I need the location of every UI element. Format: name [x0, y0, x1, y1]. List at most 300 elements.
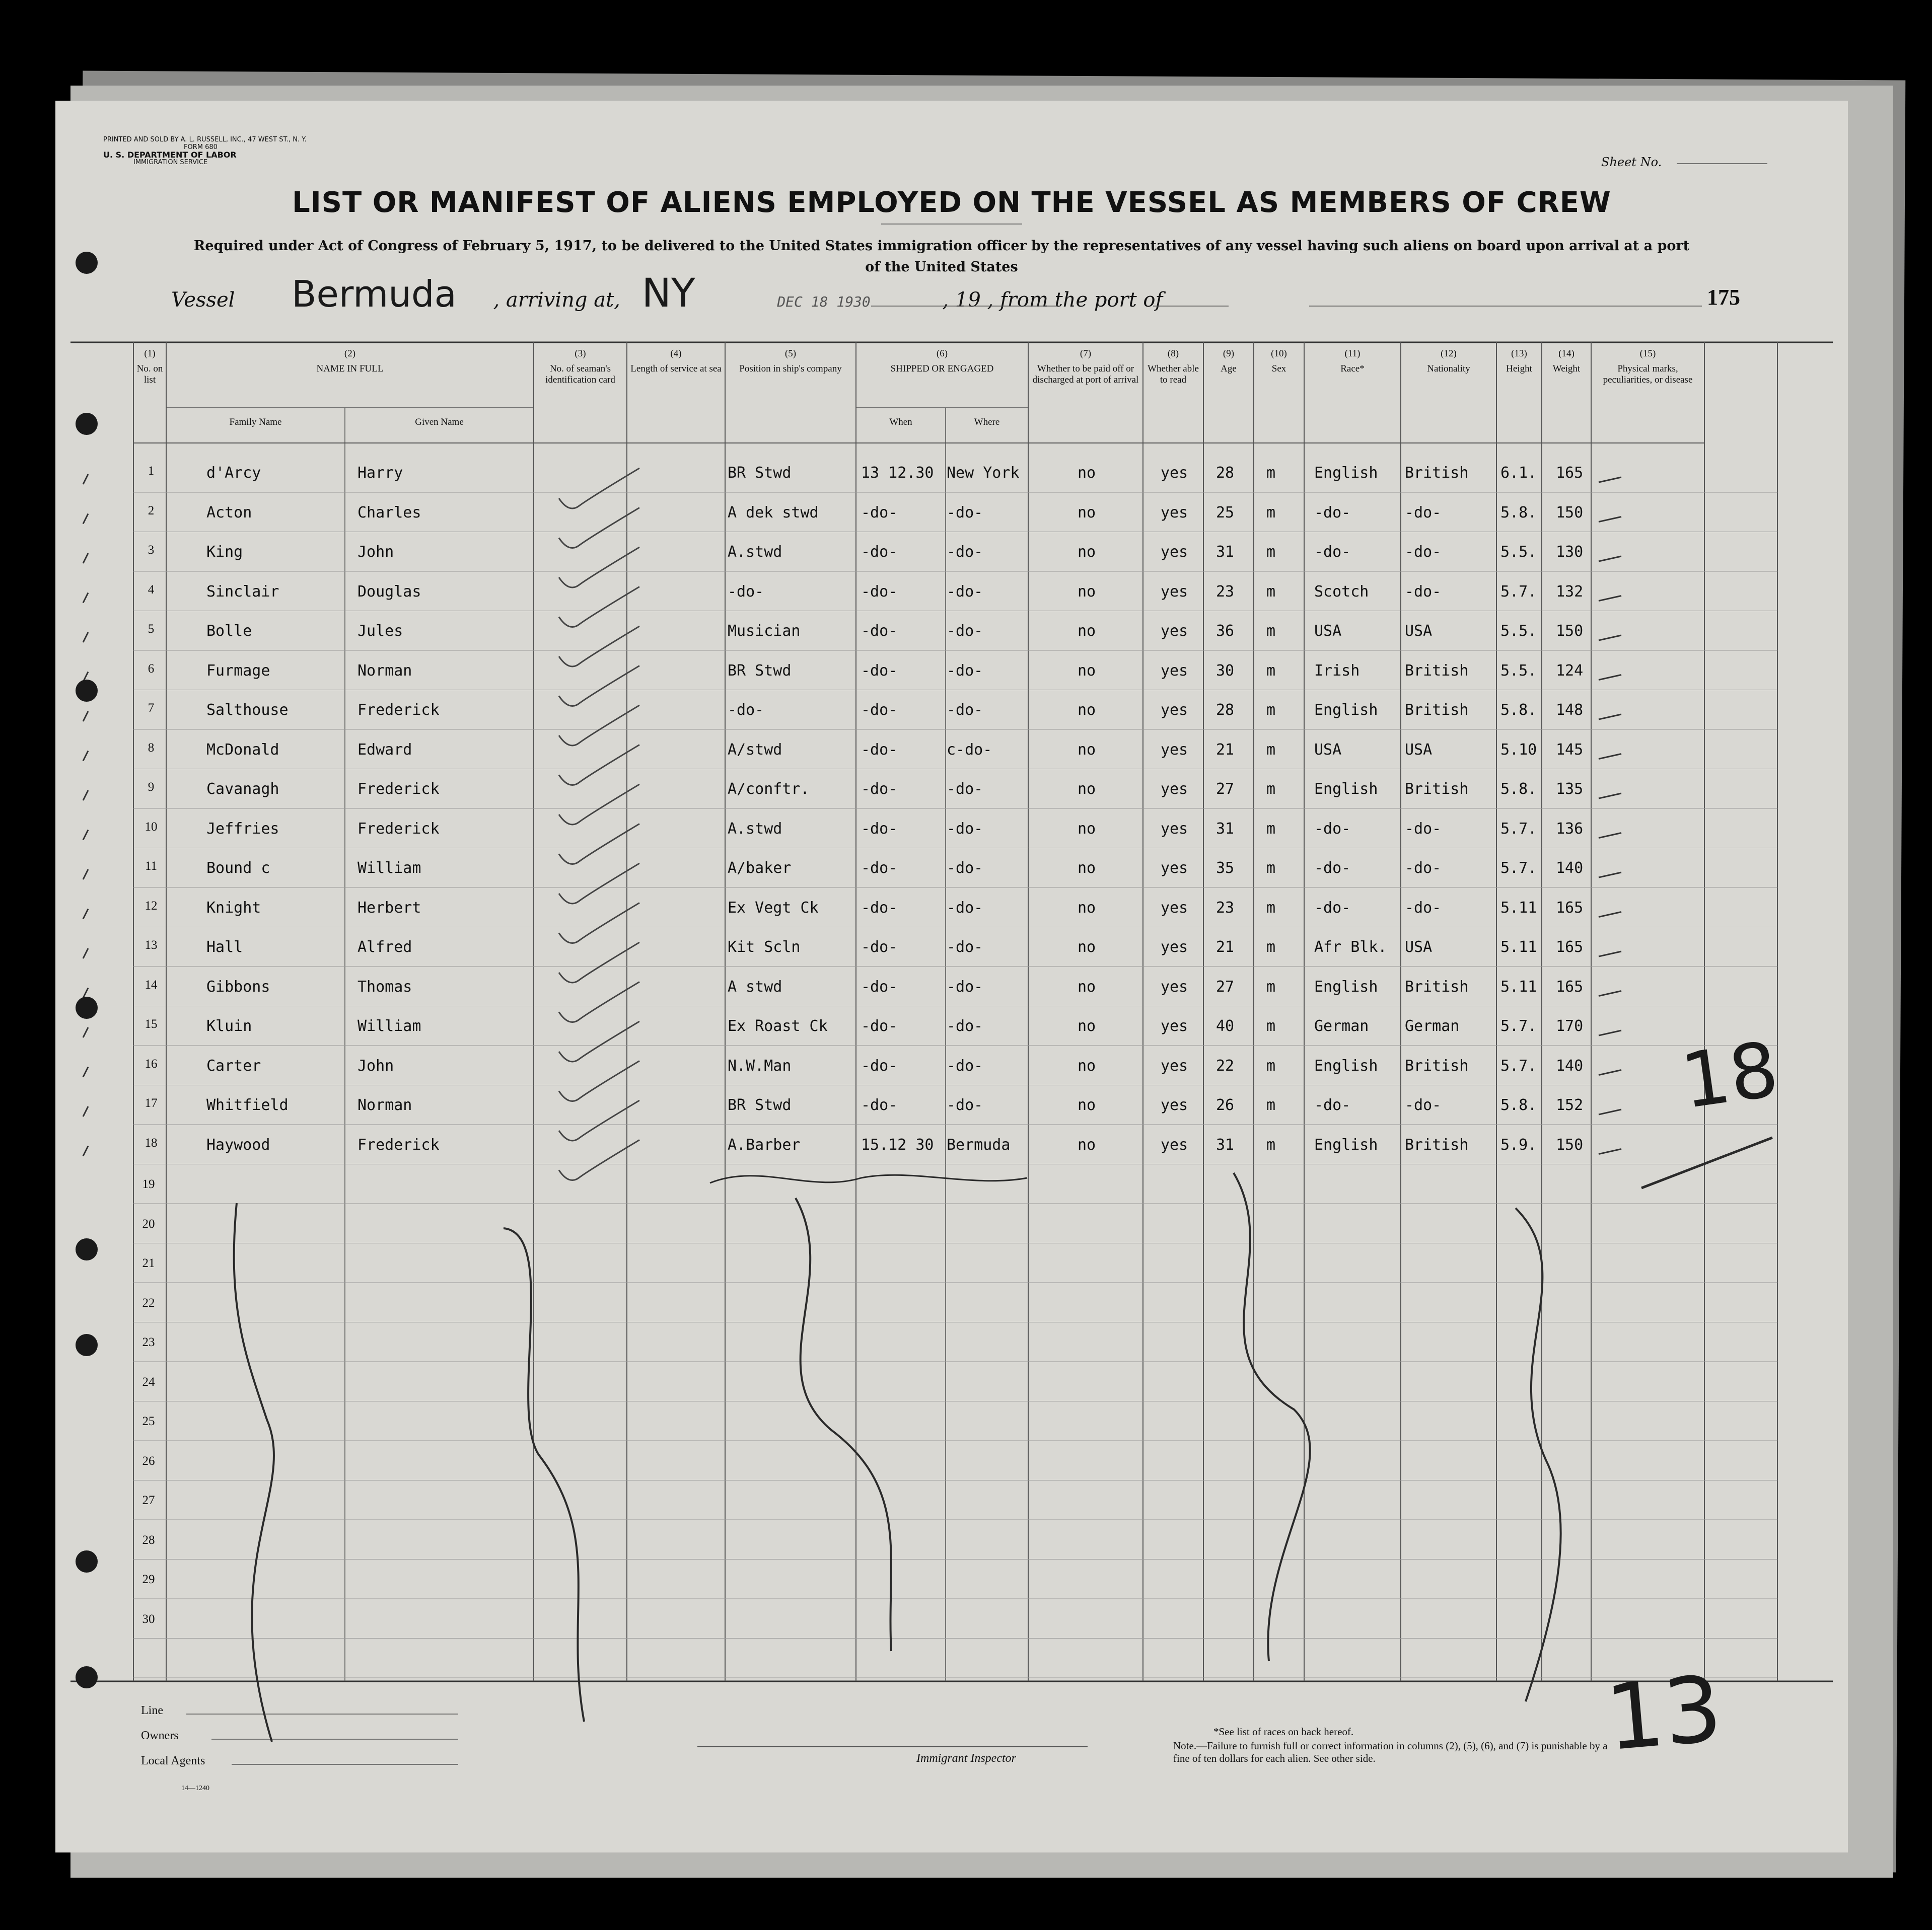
column-header-c4: Length of service at sea	[630, 363, 722, 374]
cell-weight: 150	[1556, 622, 1584, 640]
cell-sex: m	[1266, 1017, 1276, 1035]
column-number-c11: (11)	[1344, 348, 1361, 359]
cell-shipped-where: -do-	[947, 899, 983, 917]
cell-row-number: 15	[145, 1017, 158, 1031]
binder-hole	[76, 1334, 98, 1356]
cell-weight: 152	[1556, 1096, 1584, 1114]
cell-given-name: Frederick	[357, 820, 440, 838]
cell-height: 5.7.	[1500, 1017, 1537, 1035]
cell-able-to-read: yes	[1161, 661, 1188, 680]
cell-family-name: Carter	[206, 1057, 261, 1075]
cell-shipped-where: -do-	[947, 938, 983, 956]
cell-position: BR Stwd	[728, 464, 792, 482]
column-number-c15: (15)	[1639, 348, 1656, 359]
cell-given-name: John	[357, 1057, 394, 1075]
cell-family-name: Cavanagh	[206, 780, 279, 798]
cell-paid-off: no	[1078, 503, 1096, 522]
family-name-header: Family Name	[229, 417, 282, 427]
cancel-wave-2	[504, 1228, 584, 1722]
cell-given-name: Alfred	[357, 938, 412, 956]
binder-hole	[76, 1550, 98, 1573]
cell-sex: m	[1266, 661, 1276, 680]
handwritten-bottom-number: 13	[1602, 1656, 1726, 1771]
date-stamp: DEC 18 1930	[777, 293, 871, 310]
cell-nationality: -do-	[1405, 582, 1442, 601]
cell-family-name: Bolle	[206, 622, 252, 640]
cell-height: 5.8.	[1500, 780, 1537, 798]
cell-age: 21	[1216, 740, 1235, 759]
cell-shipped-where: -do-	[947, 622, 983, 640]
shipped-when-header: When	[889, 417, 912, 427]
cell-sex: m	[1266, 503, 1276, 522]
cell-position: A/conftr.	[728, 780, 810, 798]
cell-family-name: Kluin	[206, 1017, 252, 1035]
cell-nationality: British	[1405, 978, 1469, 996]
cell-sex: m	[1266, 622, 1276, 640]
cell-able-to-read: yes	[1161, 1136, 1188, 1154]
cell-race: English	[1314, 1057, 1378, 1075]
cell-nationality: -do-	[1405, 543, 1442, 561]
cell-paid-off: no	[1078, 622, 1096, 640]
cell-row-number: 11	[145, 859, 158, 873]
cell-given-name: Norman	[357, 1096, 412, 1114]
cell-row-number: 13	[145, 938, 158, 952]
cell-given-name: Edward	[357, 740, 412, 759]
cell-able-to-read: yes	[1161, 701, 1188, 719]
cell-shipped-when: -do-	[861, 938, 898, 956]
cell-race: -do-	[1314, 820, 1351, 838]
cell-nationality: -do-	[1405, 899, 1442, 917]
cell-nationality: -do-	[1405, 859, 1442, 877]
cell-sex: m	[1266, 464, 1276, 482]
table-row	[55, 859, 1848, 899]
cell-able-to-read: yes	[1161, 464, 1188, 482]
cell-sex: m	[1266, 899, 1276, 917]
cell-position: A dek stwd	[728, 503, 819, 522]
cell-sex: m	[1266, 820, 1276, 838]
cell-height: 5.8.	[1500, 503, 1537, 522]
cell-race: English	[1314, 1136, 1378, 1154]
cell-able-to-read: yes	[1161, 820, 1188, 838]
cell-able-to-read: yes	[1161, 859, 1188, 877]
table-row	[55, 938, 1848, 978]
cell-able-to-read: yes	[1161, 740, 1188, 759]
cell-shipped-when: -do-	[861, 978, 898, 996]
cell-able-to-read: yes	[1161, 899, 1188, 917]
cell-sex: m	[1266, 859, 1276, 877]
cell-height: 5.5.	[1500, 661, 1537, 680]
cell-age: 22	[1216, 1057, 1235, 1075]
cell-paid-off: no	[1078, 859, 1096, 877]
cell-shipped-where: -do-	[947, 582, 983, 601]
cell-position: A/stwd	[728, 740, 782, 759]
cell-weight: 145	[1556, 740, 1584, 759]
cell-weight: 150	[1556, 1136, 1584, 1154]
cell-paid-off: no	[1078, 1096, 1096, 1114]
cell-nationality: British	[1405, 1136, 1469, 1154]
cell-given-name: Jules	[357, 622, 403, 640]
cell-position: A.stwd	[728, 820, 782, 838]
column-number-c13: (13)	[1511, 348, 1527, 359]
cell-given-name: Thomas	[357, 978, 412, 996]
cell-row-number: 12	[145, 899, 158, 913]
cell-height: 5.10	[1500, 740, 1537, 759]
cell-sex: m	[1266, 543, 1276, 561]
binder-hole	[76, 252, 98, 274]
cell-given-name: Douglas	[357, 582, 421, 601]
binder-hole	[76, 680, 98, 702]
cell-weight: 140	[1556, 859, 1584, 877]
empty-row-number: 22	[142, 1296, 155, 1310]
cell-nationality: USA	[1405, 622, 1433, 640]
cell-shipped-where: -do-	[947, 661, 983, 680]
cell-shipped-where: -do-	[947, 780, 983, 798]
cell-shipped-where: c-do-	[947, 740, 992, 759]
cell-race: English	[1314, 780, 1378, 798]
cell-family-name: Haywood	[206, 1136, 270, 1154]
cell-height: 5.9.	[1500, 1136, 1537, 1154]
cell-nationality: British	[1405, 661, 1469, 680]
column-header-c14: Weight	[1552, 363, 1581, 374]
cell-weight: 135	[1556, 780, 1584, 798]
cell-paid-off: no	[1078, 1057, 1096, 1075]
cell-sex: m	[1266, 1057, 1276, 1075]
cell-weight: 140	[1556, 1057, 1584, 1075]
service-name: IMMIGRATION SERVICE	[133, 159, 208, 166]
cell-shipped-where: -do-	[947, 503, 983, 522]
cell-shipped-when: -do-	[861, 859, 898, 877]
form-number: FORM 680	[184, 143, 218, 151]
cell-race: -do-	[1314, 1096, 1351, 1114]
table-row	[55, 1057, 1848, 1096]
cell-sex: m	[1266, 978, 1276, 996]
cell-age: 27	[1216, 978, 1235, 996]
cell-race: Afr Blk.	[1314, 938, 1387, 956]
cell-shipped-when: -do-	[861, 820, 898, 838]
table-row	[55, 504, 1848, 543]
cell-family-name: Furmage	[206, 661, 270, 680]
table-row	[55, 1017, 1848, 1057]
cell-given-name: Harry	[357, 464, 403, 482]
column-number-c1: (1)	[144, 348, 156, 359]
cell-height: 5.5.	[1500, 622, 1537, 640]
column-number-c6: (6)	[936, 348, 948, 359]
empty-row-number: 28	[142, 1533, 155, 1547]
cell-height: 5.8.	[1500, 1096, 1537, 1114]
cell-nationality: -do-	[1405, 820, 1442, 838]
cell-family-name: Knight	[206, 899, 261, 917]
cell-shipped-where: -do-	[947, 1017, 983, 1035]
cell-able-to-read: yes	[1161, 1096, 1188, 1114]
cell-position: A/baker	[728, 859, 792, 877]
cell-paid-off: no	[1078, 464, 1096, 482]
cancel-wave-4	[1234, 1173, 1310, 1661]
cell-sex: m	[1266, 1136, 1276, 1154]
cell-height: 5.7.	[1500, 820, 1537, 838]
cell-shipped-where: Bermuda	[947, 1136, 1011, 1154]
cell-shipped-where: -do-	[947, 1096, 983, 1114]
table-row	[55, 583, 1848, 622]
cell-age: 26	[1216, 1096, 1235, 1114]
column-number-c2: (2)	[344, 348, 356, 359]
cell-given-name: Frederick	[357, 780, 440, 798]
cell-age: 31	[1216, 1136, 1235, 1154]
cell-paid-off: no	[1078, 978, 1096, 996]
cell-paid-off: no	[1078, 820, 1096, 838]
page-subtitle: Required under Act of Congress of February 5, 1917, to be delivered to the United States immigration officer by the representatives of any vessel having such aliens on board upon arrival at a port of the United States	[193, 238, 1690, 275]
cell-race: English	[1314, 978, 1378, 996]
cell-paid-off: no	[1078, 938, 1096, 956]
cell-age: 27	[1216, 780, 1235, 798]
empty-row-number: 23	[142, 1335, 155, 1349]
page-number: 175	[1707, 285, 1740, 310]
cell-family-name: Jeffries	[206, 820, 279, 838]
binder-hole	[76, 1666, 98, 1688]
empty-row-number: 30	[142, 1612, 155, 1626]
cell-row-number: 6	[148, 661, 155, 676]
cell-given-name: John	[357, 543, 394, 561]
empty-row-number: 24	[142, 1375, 155, 1389]
cell-given-name: William	[357, 1017, 421, 1035]
cancel-wave-3	[796, 1198, 891, 1651]
column-header-c11: Race*	[1340, 363, 1365, 374]
vessel-name: Bermuda	[292, 273, 457, 315]
cell-shipped-when: -do-	[861, 701, 898, 719]
cell-row-number: 1	[148, 464, 155, 478]
cell-race: German	[1314, 1017, 1369, 1035]
column-number-c9: (9)	[1223, 348, 1235, 359]
cell-age: 28	[1216, 701, 1235, 719]
year-label: , 19	[942, 288, 981, 312]
cell-paid-off: no	[1078, 780, 1096, 798]
cell-age: 28	[1216, 464, 1235, 482]
cell-able-to-read: yes	[1161, 503, 1188, 522]
empty-row-number: 20	[142, 1217, 155, 1231]
cell-shipped-where: -do-	[947, 978, 983, 996]
cell-shipped-where: -do-	[947, 859, 983, 877]
empty-row-number: 27	[142, 1494, 155, 1507]
cell-age: 23	[1216, 899, 1235, 917]
cell-nationality: -do-	[1405, 1096, 1442, 1114]
column-header-c6: SHIPPED OR ENGAGED	[890, 363, 994, 374]
cell-age: 31	[1216, 820, 1235, 838]
arriving-label: , arriving at,	[493, 288, 620, 312]
cell-nationality: British	[1405, 780, 1469, 798]
cell-family-name: Whitfield	[206, 1096, 289, 1114]
cell-row-number: 14	[145, 978, 158, 992]
cell-age: 40	[1216, 1017, 1235, 1035]
cell-row-number: 7	[148, 701, 155, 715]
cell-shipped-when: -do-	[861, 661, 898, 680]
column-header-c9: Age	[1221, 363, 1237, 374]
cell-nationality: British	[1405, 1057, 1469, 1075]
cell-row-number: 10	[145, 820, 158, 834]
cell-shipped-when: -do-	[861, 1096, 898, 1114]
cell-sex: m	[1266, 740, 1276, 759]
table-row	[55, 464, 1848, 503]
cell-row-number: 16	[145, 1057, 158, 1071]
cell-weight: 165	[1556, 899, 1584, 917]
owners-label: Owners	[141, 1729, 179, 1742]
column-number-c14: (14)	[1558, 348, 1575, 359]
cell-age: 23	[1216, 582, 1235, 601]
cell-given-name: William	[357, 859, 421, 877]
cell-shipped-where: -do-	[947, 543, 983, 561]
cell-weight: 124	[1556, 661, 1584, 680]
cell-race: USA	[1314, 622, 1342, 640]
column-header-c15: Physical marks, peculiarities, or disease	[1603, 363, 1693, 385]
cell-position: N.W.Man	[728, 1057, 792, 1075]
cell-nationality: British	[1405, 701, 1469, 719]
cell-paid-off: no	[1078, 543, 1096, 561]
cell-shipped-where: -do-	[947, 1057, 983, 1075]
table-row	[55, 820, 1848, 859]
cell-paid-off: no	[1078, 701, 1096, 719]
cell-nationality: USA	[1405, 740, 1433, 759]
cell-sex: m	[1266, 780, 1276, 798]
cell-position: Kit Scln	[728, 938, 801, 956]
cell-age: 21	[1216, 938, 1235, 956]
cell-paid-off: no	[1078, 582, 1096, 601]
manifest-sheet	[55, 101, 1848, 1852]
table-row	[55, 662, 1848, 701]
cell-race: Scotch	[1314, 582, 1369, 601]
cell-height: 5.11	[1500, 899, 1537, 917]
cell-shipped-where: -do-	[947, 701, 983, 719]
cell-weight: 132	[1556, 582, 1584, 601]
cell-shipped-where: New York	[947, 464, 1020, 482]
cell-height: 5.11	[1500, 938, 1537, 956]
empty-row-number: 29	[142, 1573, 155, 1586]
empty-row-number: 21	[142, 1256, 155, 1270]
handwritten-total: 18	[1676, 1025, 1784, 1126]
cell-row-number: 8	[148, 740, 155, 755]
penalty-note: Note.—Failure to furnish full or correct information in columns (2), (5), (6), and (7) is punishable by a fine of ten dollars for each alien. See other side.	[1173, 1740, 1608, 1764]
cell-age: 25	[1216, 503, 1235, 522]
cell-row-number: 18	[145, 1136, 158, 1150]
binder-hole	[76, 1238, 98, 1260]
cell-age: 36	[1216, 622, 1235, 640]
cell-race: English	[1314, 701, 1378, 719]
cell-able-to-read: yes	[1161, 780, 1188, 798]
cell-weight: 170	[1556, 1017, 1584, 1035]
cell-able-to-read: yes	[1161, 978, 1188, 996]
cell-shipped-when: -do-	[861, 1057, 898, 1075]
cell-able-to-read: yes	[1161, 582, 1188, 601]
cell-weight: 165	[1556, 978, 1584, 996]
cancel-wave-1	[234, 1203, 274, 1742]
table-row	[55, 701, 1848, 740]
column-header-c3: No. of seaman's identification card	[545, 363, 615, 385]
cell-nationality: German	[1405, 1017, 1460, 1035]
cell-family-name: Gibbons	[206, 978, 270, 996]
cell-weight: 150	[1556, 503, 1584, 522]
table-row	[55, 780, 1848, 820]
column-header-c10: Sex	[1271, 363, 1286, 374]
cell-position: A.stwd	[728, 543, 782, 561]
table-row	[55, 1096, 1848, 1136]
cell-age: 35	[1216, 859, 1235, 877]
cell-row-number: 2	[148, 503, 155, 517]
cell-shipped-when: -do-	[861, 740, 898, 759]
cell-height: 5.7.	[1500, 1057, 1537, 1075]
cell-able-to-read: yes	[1161, 543, 1188, 561]
cell-height: 6.1.	[1500, 464, 1537, 482]
column-header-c1: No. on list	[136, 363, 163, 385]
cell-given-name: Frederick	[357, 701, 440, 719]
cell-paid-off: no	[1078, 661, 1096, 680]
page-title: LIST OR MANIFEST OF ALIENS EMPLOYED ON THE VESSEL AS MEMBERS OF CREW	[292, 186, 1611, 219]
form-code: 14—1240	[181, 1785, 209, 1792]
cell-given-name: Frederick	[357, 1136, 440, 1154]
table-row	[55, 899, 1848, 938]
cell-sex: m	[1266, 582, 1276, 601]
cell-paid-off: no	[1078, 1017, 1096, 1035]
sheet-number-label: Sheet No.	[1601, 155, 1662, 169]
cell-race: -do-	[1314, 899, 1351, 917]
cell-height: 5.5.	[1500, 543, 1537, 561]
vessel-label: Vessel	[171, 288, 235, 312]
cell-shipped-when: -do-	[861, 582, 898, 601]
column-number-c4: (4)	[670, 348, 682, 359]
cell-race: -do-	[1314, 543, 1351, 561]
table-row	[55, 543, 1848, 582]
cell-family-name: Hall	[206, 938, 243, 956]
from-port-label: , from the port of	[987, 288, 1163, 312]
cell-age: 31	[1216, 543, 1235, 561]
cell-family-name: King	[206, 543, 243, 561]
empty-row-number: 19	[142, 1177, 155, 1191]
cell-shipped-when: -do-	[861, 622, 898, 640]
cell-given-name: Charles	[357, 503, 421, 522]
cell-shipped-when: -do-	[861, 899, 898, 917]
cell-position: Ex Vegt Ck	[728, 899, 819, 917]
races-note: *See list of races on back hereof.	[1213, 1726, 1354, 1738]
binder-hole	[76, 997, 98, 1019]
cell-shipped-when: -do-	[861, 543, 898, 561]
cell-nationality: USA	[1405, 938, 1433, 956]
table-row	[55, 741, 1848, 780]
cell-position: A.Barber	[728, 1136, 801, 1154]
cell-family-name: Bound c	[206, 859, 270, 877]
line-label: Line	[141, 1704, 163, 1717]
cell-height: 5.7.	[1500, 859, 1537, 877]
cell-position: Ex Roast Ck	[728, 1017, 828, 1035]
cell-position: -do-	[728, 701, 764, 719]
cell-position: A stwd	[728, 978, 782, 996]
cell-shipped-where: -do-	[947, 820, 983, 838]
cell-nationality: British	[1405, 464, 1469, 482]
cell-position: BR Stwd	[728, 1096, 792, 1114]
inspector-label: Immigrant Inspector	[916, 1752, 1016, 1765]
column-number-c8: (8)	[1167, 348, 1179, 359]
cell-weight: 136	[1556, 820, 1584, 838]
cell-family-name: Sinclair	[206, 582, 279, 601]
column-number-c10: (10)	[1271, 348, 1287, 359]
column-header-c5: Position in ship's company	[739, 363, 842, 374]
department-name: U. S. DEPARTMENT OF LABOR	[103, 150, 237, 160]
cell-race: -do-	[1314, 859, 1351, 877]
cell-race: Irish	[1314, 661, 1360, 680]
column-header-c13: Height	[1506, 363, 1532, 374]
cell-sex: m	[1266, 701, 1276, 719]
cell-shipped-when: 13 12.30	[861, 464, 934, 482]
agents-label: Local Agents	[141, 1754, 205, 1767]
cell-position: BR Stwd	[728, 661, 792, 680]
printer-line: PRINTED AND SOLD BY A. L. RUSSELL, INC., 47 WEST ST., N. Y.	[103, 136, 307, 143]
cell-paid-off: no	[1078, 740, 1096, 759]
cell-able-to-read: yes	[1161, 1057, 1188, 1075]
